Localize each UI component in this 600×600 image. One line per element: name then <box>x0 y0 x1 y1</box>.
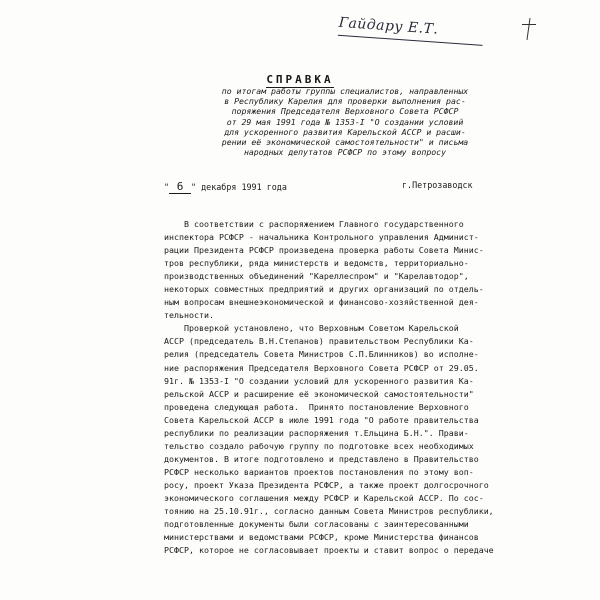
body-line: 91г. № 1353-I "О создании условий для ускоренного развития Ка- <box>164 375 474 386</box>
body-line: некоторых совместных предприятий и других организаций по отдель- <box>164 284 484 295</box>
body-line: РСФСР несколько вариантов проектов постановления по этому воп- <box>164 466 474 477</box>
body-line: росу, проект Указа Президента РСФСР, а также проект долгосрочного <box>164 479 489 490</box>
body-line: документов. В итоге подготовлено и представлено в Правительство <box>164 453 479 464</box>
body-line: Проверкой установлено, что Верховным Советом Карельской <box>164 323 459 334</box>
body-line: тоянию на 25.10.91г., согласно данным Совета Министров республики, <box>164 506 494 517</box>
document-title-text: СПРАВКА <box>266 73 334 86</box>
body-line: РСФСР, которое не согласовывает проекты и ставит вопрос о передаче <box>164 545 494 556</box>
body-line: инспектора РСФСР - начальника Контрольного управления Админист- <box>164 232 479 243</box>
document-title <box>0 73 600 86</box>
document-subtitle <box>204 86 486 157</box>
date-line <box>164 180 484 194</box>
date-open-quote: " <box>164 182 170 192</box>
subtitle-line: рении её экономической самостоятельности" и письма <box>221 137 469 148</box>
subtitle-line: в Республику Карелия для проверки выполнения рас- <box>224 96 466 107</box>
date-month-year: декабря 1991 года <box>201 182 287 192</box>
body-line: подготовленные документы были согласованы с заинтересованными <box>164 519 469 530</box>
subtitle-line: поряжения Председателя Верховного Совета РСФСР <box>231 106 459 117</box>
handwritten-note <box>337 15 489 57</box>
subtitle-line: народных депутатов РСФСР по этому вопросу <box>243 147 447 158</box>
body-line: рации Президента РСФСР произведена проверка работы Совета Минис- <box>164 245 484 256</box>
body-line: тров республики, ряда министерств и ведомств, территориально- <box>164 258 469 269</box>
date-day: 6 <box>169 180 191 194</box>
date-close-quote: " <box>191 182 202 192</box>
subtitle-line: от 29 мая 1991 года № 1353-I "О создании условий <box>226 116 464 127</box>
body-line: проведена следующая работа. Принято постановление Верховного <box>164 401 469 412</box>
body-line: релия (председатель Совета Министров С.П.Блинников) во исполне- <box>164 349 479 360</box>
body-line: тельности. <box>164 310 214 321</box>
body-line: республики по реализации распоряжения т.Ельцина Б.Н.". Прави- <box>164 427 469 438</box>
body-line: ние распоряжения Председателя Верховного Совета РСФСР от 29.05. <box>164 362 479 373</box>
handwritten-note-text: Гайдару Е.Т. <box>338 14 439 38</box>
handwritten-underline <box>338 35 483 46</box>
body-line: ным вопросам внешнеэкономической и финансово-хозяйственной дея- <box>164 297 479 308</box>
body-line: В соответствии с распоряжением Главного государственного <box>164 219 464 229</box>
date-city: г.Петрозаводск <box>402 180 473 190</box>
body-line: рельской АССР и расширение её экономической самостоятельности" <box>164 388 474 399</box>
body-line: министерствами и ведомствами РСФСР, кроме Министерства финансов <box>164 532 479 543</box>
handwritten-cross-mark <box>520 18 538 40</box>
body-line: тельство создало рабочую группу по подготовке всех необходимых <box>164 440 474 451</box>
subtitle-line: для ускоренного развития Карельской АССР и расши- <box>224 126 466 137</box>
document-body <box>164 218 504 557</box>
subtitle-line: по итогам работы группы специалистов, направленных <box>221 86 469 96</box>
body-line: АССР (председатель В.Н.Степанов) правительством Республики Ка- <box>164 336 474 347</box>
body-line: производственных объединений "Кареллеспром" и "Карелавтодор", <box>164 271 469 282</box>
body-line: экономического соглашения между РСФСР и Карельской АССР. По сос- <box>164 492 484 503</box>
body-line: Совета Карельской АССР в июле 1991 года "О работе правительства <box>164 414 479 425</box>
